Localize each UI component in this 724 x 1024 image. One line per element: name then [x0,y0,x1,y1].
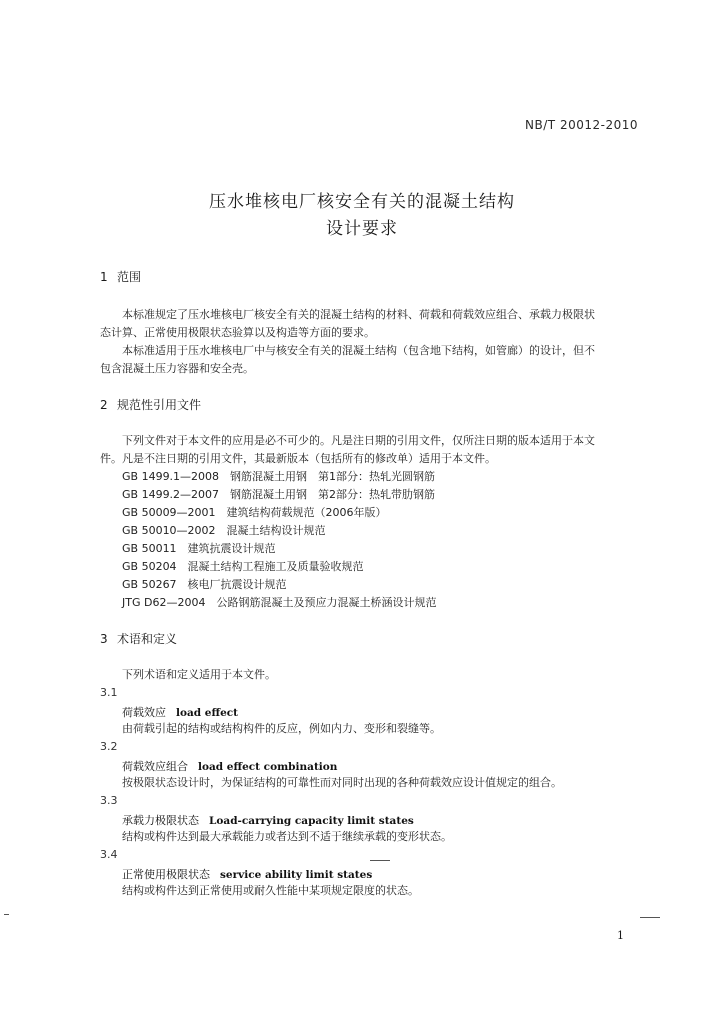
section-number: 1 [100,270,108,284]
reference-item: GB 50267 核电厂抗震设计规范 [122,578,287,591]
term-title [122,704,238,720]
terms-intro: 下列术语和定义适用于本文件。 [122,668,276,681]
section-3-heading [100,630,177,647]
scan-mark [640,917,660,918]
term-title [122,812,414,828]
scope-paragraph-2-line-2: 包含混凝土压力容器和安全壳。 [100,362,254,375]
document-title-line2: 设计要求 [326,219,398,239]
reference-item: GB 50011 建筑抗震设计规范 [122,542,276,555]
term-definition: 按极限状态设计时，为保证结构的可靠性而对同时出现的各种荷载效应设计值规定的组合。 [122,776,562,789]
term-zh: 正常使用极限状态 [122,868,210,881]
term-en: load effect combination [198,761,338,773]
section-number: 2 [100,398,108,412]
section-2-heading [100,396,201,413]
references-intro-line-2: 件。凡是不注日期的引用文件，其最新版本（包括所有的修改单）适用于本文件。 [100,452,496,465]
reference-item: GB 1499.1—2008 钢筋混凝土用钢 第1部分：热轧光圆钢筋 [122,470,436,483]
section-title: 规范性引用文件 [117,398,202,412]
reference-item: JTG D62—2004 公路钢筋混凝土及预应力混凝土桥涵设计规范 [122,596,437,609]
term-title [122,758,337,774]
term-zh: 承载力极限状态 [122,814,199,827]
reference-item: GB 50204 混凝土结构工程施工及质量验收规范 [122,560,364,573]
term-definition: 结构或构件达到正常使用或耐久性能中某项规定限度的状态。 [122,884,419,897]
term-definition: 结构或构件达到最大承载能力或者达到不适于继续承载的变形状态。 [122,830,452,843]
section-number: 3 [100,632,108,646]
reference-item: GB 50009—2001 建筑结构荷载规范（2006年版） [122,506,387,519]
term-definition: 由荷载引起的结构或结构构件的反应，例如内力、变形和裂缝等。 [122,722,441,735]
reference-item: GB 1499.2—2007 钢筋混凝土用钢 第2部分：热轧带肋钢筋 [122,488,436,501]
term-title [122,866,372,882]
references-intro-line-1: 下列文件对于本文件的应用是必不可少的。凡是注日期的引用文件，仅所注日期的版本适用于本文 [122,434,595,447]
scope-paragraph-1-line-2: 态计算、正常使用极限状态验算以及构造等方面的要求。 [100,326,375,339]
term-zh: 荷载效应组合 [122,760,188,773]
scan-mark [370,860,390,861]
term-en: Load-carrying capacity limit states [209,815,414,827]
section-1-heading [100,268,141,285]
term-en: service ability limit states [220,869,373,881]
reference-item: GB 50010—2002 混凝土结构设计规范 [122,524,326,537]
standard-code: NB/T 20012-2010 [525,118,638,132]
scan-mark [4,914,9,915]
clause-number: 3.2 [100,740,118,753]
term-zh: 荷载效应 [122,706,166,719]
scope-paragraph-1-line-1: 本标准规定了压水堆核电厂核安全有关的混凝土结构的材料、荷载和荷载效应组合、承载力极限状 [122,308,595,321]
document-title-line1: 压水堆核电厂核安全有关的混凝土结构 [209,192,515,212]
clause-number: 3.4 [100,848,118,861]
scope-paragraph-2-line-1: 本标准适用于压水堆核电厂中与核安全有关的混凝土结构（包含地下结构，如管廊）的设计，但不 [122,344,595,357]
term-en: load effect [176,707,239,719]
clause-number: 3.3 [100,794,118,807]
clause-number: 3.1 [100,686,118,699]
section-title: 范围 [117,270,142,284]
section-title: 术语和定义 [117,632,178,646]
page-number: 1 [617,929,624,942]
